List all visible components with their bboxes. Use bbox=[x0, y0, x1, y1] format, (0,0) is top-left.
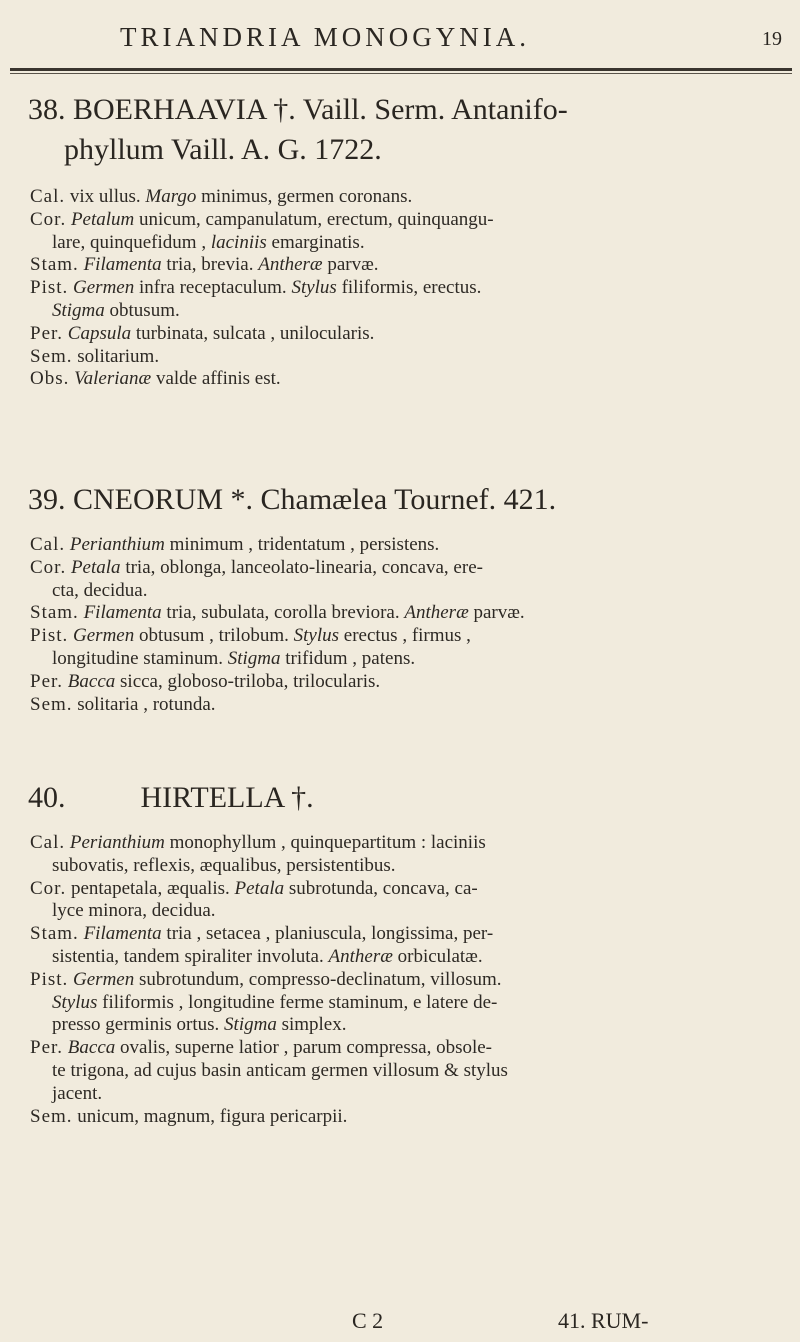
description-line bbox=[30, 671, 800, 694]
description-line bbox=[30, 368, 800, 391]
text-run: unicum, campanulatum, erectum, quinquangu- bbox=[134, 208, 494, 230]
italic-term: Petalum bbox=[70, 208, 135, 230]
description-line bbox=[30, 946, 800, 969]
italic-term: Filamenta bbox=[83, 254, 162, 276]
entry-heading bbox=[0, 90, 800, 170]
text-run: tria, subulata, corolla breviora. bbox=[161, 602, 405, 624]
description-line bbox=[30, 186, 800, 209]
page-number: 19 bbox=[762, 28, 782, 50]
italic-term: Capsula bbox=[67, 322, 132, 344]
text-run: orbiculatæ. bbox=[392, 945, 483, 967]
description-line bbox=[30, 580, 800, 603]
description-line bbox=[30, 1037, 800, 1060]
description-line bbox=[30, 209, 800, 232]
italic-term: Stylus bbox=[52, 991, 98, 1013]
part-label: Cal. bbox=[30, 186, 66, 207]
genus-entry-cneorum bbox=[0, 480, 800, 716]
text-run: subovatis, reflexis, æqualibus, persistentibus. bbox=[52, 854, 396, 876]
text-run: vix ullus. bbox=[65, 186, 146, 207]
part-label: Per. bbox=[30, 322, 64, 344]
text-run: subrotundum, compresso-declinatum, villosum. bbox=[134, 968, 502, 990]
text-run: filiformis , longitudine ferme staminum, e latere de- bbox=[97, 991, 498, 1013]
running-head-title: TRIANDRIA MONOGYNIA. bbox=[120, 22, 530, 52]
text-run: parvæ. bbox=[468, 602, 525, 624]
text-run: parvæ. bbox=[322, 254, 379, 276]
text-run: jacent. bbox=[52, 1082, 103, 1104]
text-run: ovalis, superne latior , parum compressa, obsole- bbox=[115, 1037, 492, 1059]
entry-heading bbox=[0, 778, 800, 818]
part-label: Cor. bbox=[30, 556, 67, 578]
description-line bbox=[30, 1106, 800, 1129]
italic-term: Stylus bbox=[293, 625, 340, 647]
entry-description bbox=[0, 186, 800, 391]
part-label: Pist. bbox=[30, 625, 69, 647]
text-run: lyce minora, decidua. bbox=[52, 900, 216, 922]
page-footer bbox=[0, 1308, 800, 1338]
entry-heading bbox=[0, 480, 800, 520]
text-run: infra receptaculum. bbox=[134, 277, 292, 299]
description-line bbox=[30, 900, 800, 923]
entry-description bbox=[0, 832, 800, 1128]
running-head bbox=[0, 18, 800, 58]
italic-term: Filamenta bbox=[83, 923, 162, 945]
description-line bbox=[30, 878, 800, 901]
part-label: Stam. bbox=[30, 923, 79, 945]
text-run: simplex. bbox=[276, 1014, 347, 1036]
italic-term: Bacca bbox=[67, 670, 116, 692]
heading-line: 40. HIRTELLA †. bbox=[28, 781, 314, 814]
description-line bbox=[30, 323, 800, 346]
italic-term: Petala bbox=[70, 556, 121, 578]
header-rule-thin bbox=[10, 73, 792, 74]
italic-term: Antheræ bbox=[404, 602, 469, 624]
description-line bbox=[30, 557, 800, 580]
text-run: longitudine staminum. bbox=[52, 647, 228, 669]
description-line bbox=[30, 277, 800, 300]
catchword: 41. RUM- bbox=[558, 1308, 649, 1333]
text-run: sistentia, tandem spiraliter involuta. bbox=[52, 945, 329, 967]
description-line bbox=[30, 1083, 800, 1106]
text-run: erectus , firmus , bbox=[339, 625, 471, 647]
description-line bbox=[30, 1014, 800, 1037]
description-line bbox=[30, 534, 800, 557]
part-label: Per. bbox=[30, 670, 64, 692]
italic-term: Perianthium bbox=[69, 534, 165, 555]
text-run: tria, oblonga, lanceolato-linearia, concava, ere- bbox=[120, 556, 483, 578]
part-label: Sem. bbox=[30, 345, 73, 367]
text-run: minimum , tridentatum , persistens. bbox=[164, 534, 440, 555]
part-label: Cal. bbox=[30, 534, 66, 555]
description-line bbox=[30, 1060, 800, 1083]
description-line bbox=[30, 923, 800, 946]
text-run: monophyllum , quinquepartitum : laciniis bbox=[164, 832, 486, 853]
description-line bbox=[30, 625, 800, 648]
italic-term: laciniis bbox=[210, 231, 267, 253]
description-line bbox=[30, 694, 800, 717]
genus-entry-boerhaavia bbox=[0, 90, 800, 391]
part-label: Cor. bbox=[30, 208, 67, 230]
text-run: subrotunda, concava, ca- bbox=[284, 877, 478, 899]
text-run: turbinata, sulcata , unilocularis. bbox=[131, 322, 375, 344]
description-line bbox=[30, 602, 800, 625]
text-run: filiformis, erectus. bbox=[336, 277, 482, 299]
italic-term: Germen bbox=[73, 277, 135, 299]
description-line bbox=[30, 232, 800, 255]
description-line bbox=[30, 254, 800, 277]
part-label: Cal. bbox=[30, 832, 66, 853]
text-run: solitarium. bbox=[72, 345, 160, 367]
italic-term: Stigma bbox=[224, 1014, 277, 1036]
description-line bbox=[30, 855, 800, 878]
part-label: Cor. bbox=[30, 877, 67, 899]
text-run: unicum, magnum, figura pericarpii. bbox=[72, 1105, 348, 1127]
italic-term: Perianthium bbox=[69, 832, 165, 853]
description-line bbox=[30, 346, 800, 369]
heading-line: phyllum Vaill. A. G. 1722. bbox=[64, 133, 382, 166]
italic-term: Stylus bbox=[291, 277, 337, 299]
text-run: te trigona, ad cujus basin anticam germen villosum & stylus bbox=[52, 1059, 508, 1081]
text-run: lare, quinquefidum , bbox=[52, 231, 211, 253]
signature-mark: C 2 bbox=[352, 1308, 384, 1333]
italic-term: Antheræ bbox=[328, 945, 393, 967]
description-line bbox=[30, 969, 800, 992]
italic-term: Germen bbox=[73, 968, 135, 990]
genus-entry-hirtella bbox=[0, 778, 800, 1128]
italic-term: Margo bbox=[145, 186, 197, 207]
italic-term: Germen bbox=[73, 625, 135, 647]
text-run: cta, decidua. bbox=[52, 579, 148, 601]
text-run: trifidum , patens. bbox=[280, 647, 416, 669]
text-run: tria, brevia. bbox=[161, 254, 259, 276]
text-run: valde affinis est. bbox=[151, 368, 281, 390]
italic-term: Filamenta bbox=[83, 602, 162, 624]
text-run: solitaria , rotunda. bbox=[72, 693, 216, 715]
description-line bbox=[30, 832, 800, 855]
text-run: emarginatis. bbox=[266, 231, 365, 253]
heading-line: 39. CNEORUM *. Chamælea Tournef. 421. bbox=[28, 483, 557, 516]
text-run: obtusum. bbox=[104, 299, 180, 321]
part-label: Obs. bbox=[30, 368, 70, 390]
italic-term: Petala bbox=[234, 877, 285, 899]
part-label: Pist. bbox=[30, 968, 69, 990]
italic-term: Valerianæ bbox=[74, 368, 152, 390]
description-line bbox=[30, 300, 800, 323]
heading-line: 38. BOERHAAVIA †. Vaill. Serm. Antanifo- bbox=[28, 93, 568, 126]
text-run: minimus, germen coronans. bbox=[196, 186, 413, 207]
italic-term: Antheræ bbox=[258, 254, 323, 276]
part-label: Stam. bbox=[30, 254, 79, 276]
part-label: Sem. bbox=[30, 693, 73, 715]
text-run: tria , setacea , planiuscula, longissima, per- bbox=[161, 923, 494, 945]
description-line bbox=[30, 992, 800, 1015]
part-label: Per. bbox=[30, 1037, 64, 1059]
text-run: obtusum , trilobum. bbox=[134, 625, 294, 647]
part-label: Sem. bbox=[30, 1105, 73, 1127]
entry-description bbox=[0, 534, 800, 716]
header-rule bbox=[10, 68, 792, 71]
part-label: Pist. bbox=[30, 277, 69, 299]
text-run: sicca, globoso-triloba, trilocularis. bbox=[115, 670, 381, 692]
italic-term: Bacca bbox=[67, 1037, 116, 1059]
part-label: Stam. bbox=[30, 602, 79, 624]
italic-term: Stigma bbox=[227, 647, 281, 669]
text-run: pentapetala, æqualis. bbox=[66, 877, 235, 899]
italic-term: Stigma bbox=[52, 299, 105, 321]
text-run: presso germinis ortus. bbox=[52, 1014, 225, 1036]
description-line bbox=[30, 648, 800, 671]
